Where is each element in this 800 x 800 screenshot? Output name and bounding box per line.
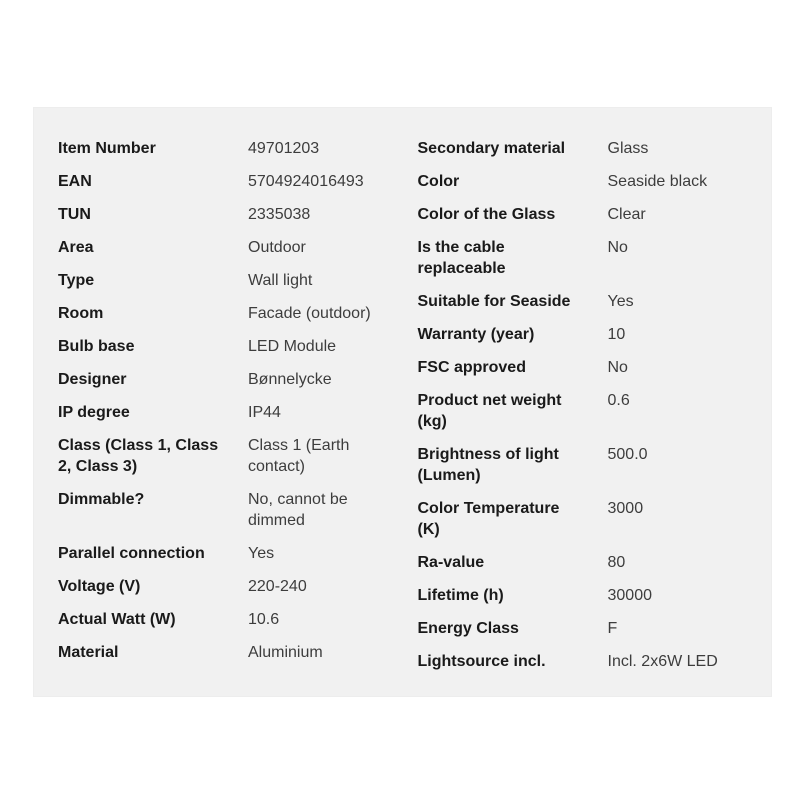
spec-label: Area [58, 239, 94, 256]
spec-row [58, 543, 388, 564]
spec-row [58, 402, 388, 423]
spec-label: Class (Class 1, Class 2, Class 3) [58, 437, 219, 475]
spec-value: No, cannot be dimmed [248, 491, 348, 529]
spec-label: TUN [58, 206, 91, 223]
spec-row [418, 171, 748, 192]
spec-row [418, 651, 748, 672]
spec-label: Type [58, 272, 95, 289]
spec-row [418, 138, 748, 159]
spec-row [58, 576, 388, 597]
spec-value: Yes [248, 545, 275, 562]
spec-label: Voltage (V) [58, 578, 141, 595]
spec-row [418, 585, 748, 606]
spec-row [418, 444, 748, 486]
spec-row [58, 171, 388, 192]
spec-row [58, 609, 388, 630]
spec-value: No [607, 239, 628, 256]
spec-label: Is the cable replaceable [417, 239, 506, 277]
spec-label: Material [58, 644, 119, 661]
spec-value: Clear [607, 206, 646, 223]
spec-value: Seaside black [607, 173, 708, 190]
product-spec-panel [33, 107, 772, 697]
spec-label: Parallel connection [58, 545, 205, 562]
spec-row [418, 552, 748, 573]
spec-row [418, 498, 748, 540]
spec-value: 10.6 [248, 611, 280, 628]
spec-label: Energy Class [417, 620, 519, 637]
spec-label: Color [417, 173, 460, 190]
spec-value: Bønnelycke [248, 371, 332, 388]
spec-row [58, 270, 388, 291]
spec-value: Facade (outdoor) [248, 305, 371, 322]
spec-value: Wall light [248, 272, 313, 289]
spec-row [418, 324, 748, 345]
spec-value: 10 [607, 326, 626, 343]
spec-label: Actual Watt (W) [58, 611, 176, 628]
spec-row [418, 204, 748, 225]
spec-value: Glass [607, 140, 649, 157]
spec-row [418, 237, 748, 279]
spec-label: Warranty (year) [417, 326, 535, 343]
spec-label: Color of the Glass [417, 206, 556, 223]
spec-label: Room [58, 305, 104, 322]
spec-label: IP degree [58, 404, 130, 421]
spec-row [418, 618, 748, 639]
spec-value: 500.0 [607, 446, 648, 463]
spec-value: Class 1 (Earth contact) [248, 437, 350, 475]
spec-label: Ra-value [417, 554, 485, 571]
spec-label: Lifetime (h) [417, 587, 504, 604]
spec-value: LED Module [248, 338, 337, 355]
spec-value: 30000 [607, 587, 652, 604]
spec-value: Incl. 2x6W LED [607, 653, 718, 670]
spec-value: Outdoor [248, 239, 306, 256]
spec-row [58, 204, 388, 225]
spec-value: 49701203 [248, 140, 320, 157]
spec-label: Dimmable? [58, 491, 145, 508]
spec-label: Brightness of light (Lumen) [417, 446, 559, 484]
spec-value: 3000 [607, 500, 644, 517]
spec-label: EAN [58, 173, 92, 190]
spec-label: Secondary material [417, 140, 566, 157]
spec-row [418, 291, 748, 312]
spec-value: 5704924016493 [248, 173, 364, 190]
spec-label: Lightsource incl. [417, 653, 546, 670]
spec-value: Yes [607, 293, 634, 310]
spec-row [418, 357, 748, 378]
spec-column-left [58, 138, 388, 663]
spec-row [58, 369, 388, 390]
spec-row [58, 237, 388, 258]
spec-value: F [607, 620, 618, 637]
spec-row [418, 390, 748, 432]
spec-row [58, 642, 388, 663]
spec-value: 80 [607, 554, 626, 571]
spec-label: Color Temperature (K) [417, 500, 560, 538]
spec-label: Suitable for Seaside [417, 293, 571, 310]
spec-column-right [418, 138, 748, 672]
spec-row [58, 138, 388, 159]
spec-value: 0.6 [607, 392, 630, 409]
spec-value: IP44 [248, 404, 281, 421]
spec-row [58, 303, 388, 324]
spec-value: 2335038 [248, 206, 311, 223]
spec-value: Aluminium [248, 644, 323, 661]
spec-row [58, 336, 388, 357]
spec-value: 220-240 [248, 578, 307, 595]
spec-row [58, 489, 388, 531]
spec-row [58, 435, 388, 477]
spec-label: Item Number [58, 140, 156, 157]
spec-label: Bulb base [58, 338, 135, 355]
spec-label: Product net weight (kg) [417, 392, 562, 430]
spec-label: Designer [58, 371, 127, 388]
spec-value: No [607, 359, 628, 376]
spec-label: FSC approved [417, 359, 526, 376]
